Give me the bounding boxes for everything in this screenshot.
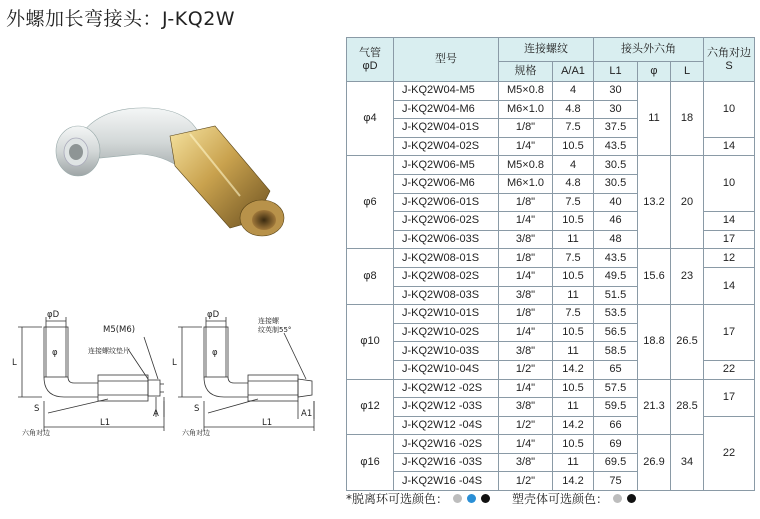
washer-note-label: 连接螺纹垫片 xyxy=(88,347,130,355)
spec-cell: 1/4" xyxy=(499,323,553,342)
a-cell: 11 xyxy=(553,230,594,249)
color-swatch xyxy=(613,494,622,503)
spec-table xyxy=(346,37,755,491)
hex-phi-cell: 11 xyxy=(638,82,671,156)
hex-phi-cell: 21.3 xyxy=(638,379,671,435)
hex-phi-cell: 26.9 xyxy=(638,435,671,491)
spec-cell: 3/8" xyxy=(499,286,553,305)
hex-l-cell: 28.5 xyxy=(671,379,704,435)
spec-cell: 1/4" xyxy=(499,137,553,156)
spec-cell: 3/8" xyxy=(499,453,553,472)
thread-m-label: M5(M6) xyxy=(103,325,136,335)
hex-l-cell: 34 xyxy=(671,435,704,491)
a-cell: 10.5 xyxy=(553,267,594,286)
phi-d-label-left: φD xyxy=(47,310,60,320)
l1-cell: 48 xyxy=(594,230,638,249)
l1-cell: 57.5 xyxy=(594,379,638,398)
model-cell: J-KQ2W06-M5 xyxy=(394,156,499,175)
model-cell: J-KQ2W08-02S xyxy=(394,267,499,286)
tube-size-cell: φ12 xyxy=(347,379,394,435)
l1-cell: 75 xyxy=(594,472,638,491)
header-model: 型号 xyxy=(394,38,499,82)
l1-cell: 37.5 xyxy=(594,119,638,138)
spec-cell: 3/8" xyxy=(499,398,553,417)
model-cell: J-KQ2W10-03S xyxy=(394,342,499,361)
hex-l-cell: 26.5 xyxy=(671,305,704,379)
l1-label-left: L1 xyxy=(100,418,111,428)
model-cell: J-KQ2W12 -04S xyxy=(394,416,499,435)
model-cell: J-KQ2W16 -02S xyxy=(394,435,499,454)
spec-cell: 1/8" xyxy=(499,249,553,268)
hex-flat-cell: 10 xyxy=(704,156,755,212)
spec-cell: M5×0.8 xyxy=(499,156,553,175)
hex-flat-cell: 14 xyxy=(704,267,755,304)
spec-cell: 1/8" xyxy=(499,119,553,138)
model-cell: J-KQ2W10-04S xyxy=(394,360,499,379)
model-cell: J-KQ2W16 -04S xyxy=(394,472,499,491)
body-color-swatches xyxy=(608,492,636,506)
table-row xyxy=(347,305,755,324)
a-cell: 7.5 xyxy=(553,305,594,324)
spec-cell: 3/8" xyxy=(499,342,553,361)
spec-table-body xyxy=(347,82,755,491)
l1-cell: 43.5 xyxy=(594,137,638,156)
s-label-right: S xyxy=(194,404,200,414)
l1-cell: 58.5 xyxy=(594,342,638,361)
a-cell: 10.5 xyxy=(553,137,594,156)
table-row xyxy=(347,435,755,454)
l1-cell: 43.5 xyxy=(594,249,638,268)
table-row xyxy=(347,379,755,398)
l-label-right: L xyxy=(172,358,177,368)
model-cell: J-KQ2W04-M5 xyxy=(394,82,499,101)
model-cell: J-KQ2W04-01S xyxy=(394,119,499,138)
tube-size-cell: φ4 xyxy=(347,82,394,156)
model-cell: J-KQ2W10-02S xyxy=(394,323,499,342)
table-row xyxy=(347,82,755,101)
spec-cell: 1/4" xyxy=(499,379,553,398)
a-cell: 14.2 xyxy=(553,360,594,379)
header-tube: 气管 φD xyxy=(347,38,394,82)
a-cell: 7.5 xyxy=(553,249,594,268)
product-photo xyxy=(40,96,300,246)
release-ring-swatches xyxy=(448,492,490,506)
tube-size-cell: φ16 xyxy=(347,435,394,491)
l1-cell: 59.5 xyxy=(594,398,638,417)
model-cell: J-KQ2W10-01S xyxy=(394,305,499,324)
tube-size-cell: φ6 xyxy=(347,156,394,249)
hex-phi-cell: 13.2 xyxy=(638,156,671,249)
hex-flat-cell: 17 xyxy=(704,230,755,249)
table-row xyxy=(347,249,755,268)
a-cell: 10.5 xyxy=(553,212,594,231)
model-cell: J-KQ2W08-03S xyxy=(394,286,499,305)
hex-flat-label-left: 六角对边 xyxy=(22,429,50,437)
model-cell: J-KQ2W04-M6 xyxy=(394,100,499,119)
hex-phi-cell: 18.8 xyxy=(638,305,671,379)
a-cell: 4.8 xyxy=(553,100,594,119)
hex-flat-cell: 14 xyxy=(704,212,755,231)
spec-cell: 1/4" xyxy=(499,212,553,231)
a-cell: 14.2 xyxy=(553,472,594,491)
hex-l-cell: 18 xyxy=(671,82,704,156)
hex-flat-cell: 12 xyxy=(704,249,755,268)
spec-cell: 1/8" xyxy=(499,305,553,324)
l1-cell: 49.5 xyxy=(594,267,638,286)
spec-cell: M6×1.0 xyxy=(499,100,553,119)
hex-flat-cell: 22 xyxy=(704,360,755,379)
header-thread-group: 连接螺纹 xyxy=(499,38,594,62)
table-row xyxy=(347,156,755,175)
hex-l-cell: 23 xyxy=(671,249,704,305)
body-color-label: 塑壳体可选颜色： xyxy=(512,492,609,506)
header-hex-group: 接头外六角 xyxy=(594,38,704,62)
a1-label: A1 xyxy=(301,409,313,419)
a-cell: 4.8 xyxy=(553,174,594,193)
l-label-left: L xyxy=(12,358,17,368)
thread-note-label-1: 连接螺 xyxy=(258,317,279,325)
l1-cell: 56.5 xyxy=(594,323,638,342)
a-cell: 11 xyxy=(553,398,594,417)
spec-cell: M6×1.0 xyxy=(499,174,553,193)
spec-cell: 1/8" xyxy=(499,193,553,212)
thread-note-label-2: 纹英制55° xyxy=(258,326,292,334)
spec-cell: 3/8" xyxy=(499,230,553,249)
hex-l-cell: 20 xyxy=(671,156,704,249)
a-cell: 4 xyxy=(553,82,594,101)
l1-cell: 30.5 xyxy=(594,156,638,175)
model-cell: J-KQ2W08-01S xyxy=(394,249,499,268)
l1-cell: 66 xyxy=(594,416,638,435)
model-cell: J-KQ2W06-02S xyxy=(394,212,499,231)
l1-cell: 46 xyxy=(594,212,638,231)
a-cell: 11 xyxy=(553,286,594,305)
a-cell: 7.5 xyxy=(553,193,594,212)
spec-cell: 1/4" xyxy=(499,267,553,286)
hex-flat-cell: 10 xyxy=(704,82,755,138)
a-cell: 10.5 xyxy=(553,379,594,398)
spec-cell: 1/2" xyxy=(499,472,553,491)
color-options xyxy=(346,490,636,507)
model-cell: J-KQ2W04-02S xyxy=(394,137,499,156)
a-cell: 11 xyxy=(553,342,594,361)
release-ring-label: *脱离环可选颜色： xyxy=(346,492,449,506)
l1-cell: 30 xyxy=(594,82,638,101)
a-label: A xyxy=(153,409,159,419)
spec-cell: 1/4" xyxy=(499,435,553,454)
color-swatch xyxy=(481,494,490,503)
header-l: L xyxy=(671,62,704,82)
phi-label-right: φ xyxy=(212,348,218,358)
color-swatch xyxy=(453,494,462,503)
phi-label-left: φ xyxy=(52,348,58,358)
l1-cell: 53.5 xyxy=(594,305,638,324)
a-cell: 11 xyxy=(553,453,594,472)
hex-flat-cell: 17 xyxy=(704,379,755,416)
page-title: 外螺加长弯接头：J-KQ2W xyxy=(6,8,236,30)
l1-cell: 30 xyxy=(594,100,638,119)
header-hex-flat: 六角对边 S xyxy=(704,38,755,82)
phi-d-label-right: φD xyxy=(207,310,220,320)
s-label-left: S xyxy=(34,404,40,414)
a-cell: 14.2 xyxy=(553,416,594,435)
dimension-drawings xyxy=(8,305,338,445)
l1-cell: 65 xyxy=(594,360,638,379)
l1-cell: 30.5 xyxy=(594,174,638,193)
model-cell: J-KQ2W12 -03S xyxy=(394,398,499,417)
header-phi: φ xyxy=(638,62,671,82)
model-cell: J-KQ2W06-M6 xyxy=(394,174,499,193)
spec-cell: M5×0.8 xyxy=(499,82,553,101)
header-l1: L1 xyxy=(594,62,638,82)
l1-label-right: L1 xyxy=(262,418,273,428)
color-swatch xyxy=(627,494,636,503)
a-cell: 10.5 xyxy=(553,323,594,342)
header-spec: 规格 xyxy=(499,62,553,82)
model-cell: J-KQ2W06-03S xyxy=(394,230,499,249)
hex-flat-cell: 22 xyxy=(704,416,755,490)
tube-size-cell: φ10 xyxy=(347,305,394,379)
model-cell: J-KQ2W12 -02S xyxy=(394,379,499,398)
hex-flat-cell: 17 xyxy=(704,305,755,361)
a-cell: 10.5 xyxy=(553,435,594,454)
model-cell: J-KQ2W06-01S xyxy=(394,193,499,212)
hex-phi-cell: 15.6 xyxy=(638,249,671,305)
hex-flat-cell: 14 xyxy=(704,137,755,156)
l1-cell: 51.5 xyxy=(594,286,638,305)
spec-cell: 1/2" xyxy=(499,360,553,379)
l1-cell: 40 xyxy=(594,193,638,212)
l1-cell: 69.5 xyxy=(594,453,638,472)
header-a: A/A1 xyxy=(553,62,594,82)
tube-size-cell: φ8 xyxy=(347,249,394,305)
hex-flat-label-right: 六角对边 xyxy=(182,429,210,437)
spec-cell: 1/2" xyxy=(499,416,553,435)
a-cell: 7.5 xyxy=(553,119,594,138)
l1-cell: 69 xyxy=(594,435,638,454)
color-swatch xyxy=(467,494,476,503)
model-cell: J-KQ2W16 -03S xyxy=(394,453,499,472)
a-cell: 4 xyxy=(553,156,594,175)
